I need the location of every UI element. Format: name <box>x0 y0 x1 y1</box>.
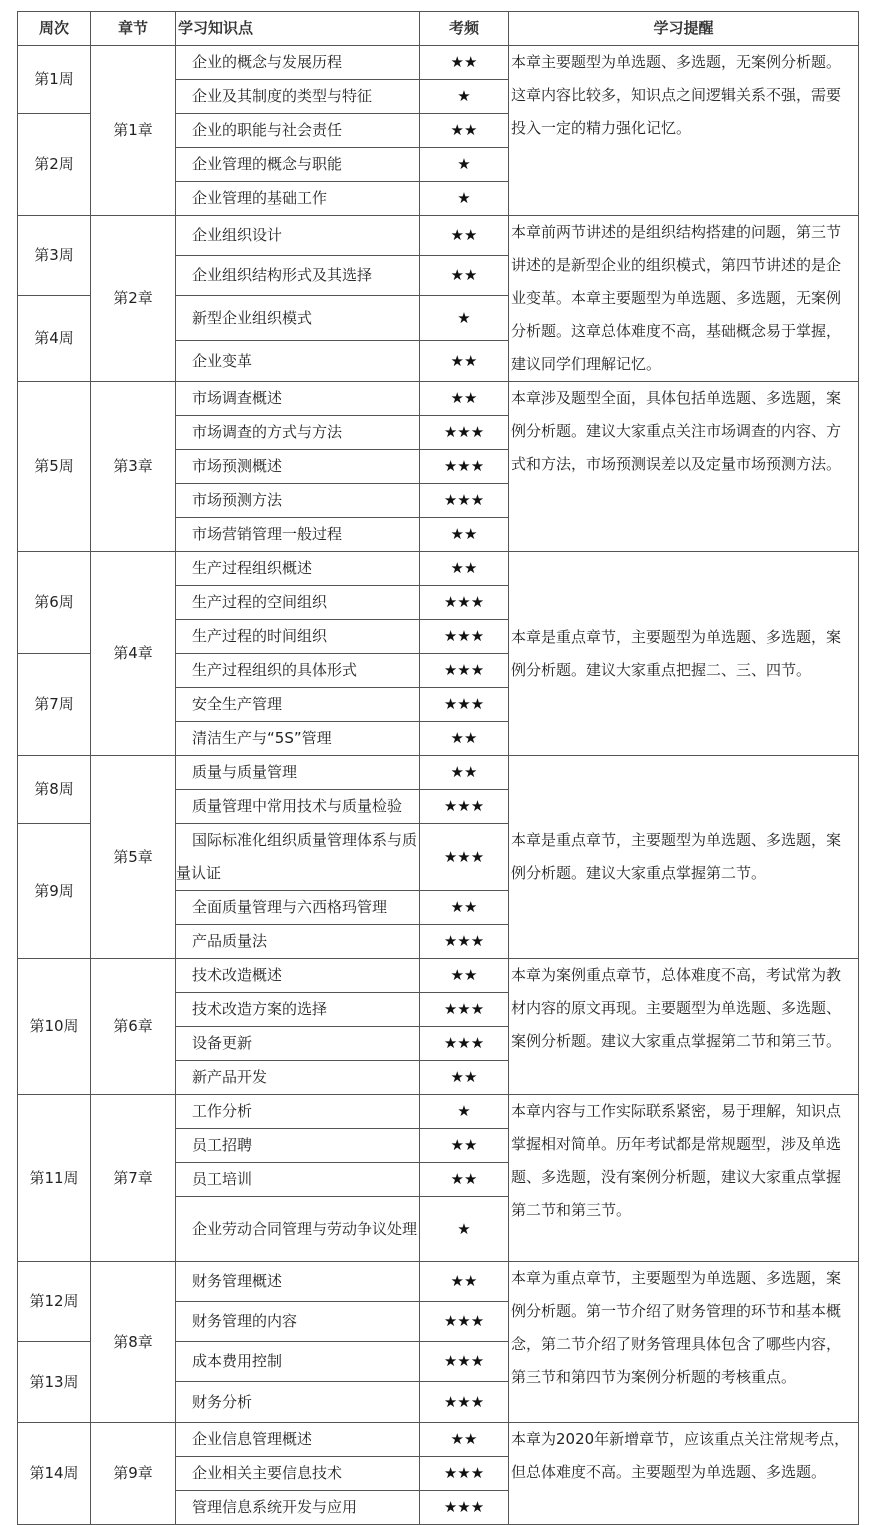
chapter-cell: 第3章 <box>91 382 176 552</box>
chapter-cell: 第8章 <box>91 1262 176 1423</box>
topic-cell: 安全生产管理 <box>176 688 420 722</box>
topic-cell: 企业劳动合同管理与劳动争议处理 <box>176 1197 420 1262</box>
frequency-stars: ★★ <box>420 256 509 296</box>
frequency-stars: ★★★ <box>420 824 509 891</box>
frequency-stars: ★★★ <box>420 1457 509 1491</box>
table-row <box>18 1423 859 1457</box>
topic-cell: 企业组织设计 <box>176 216 420 256</box>
week-cell: 第9周 <box>18 824 91 959</box>
frequency-stars: ★★★ <box>420 450 509 484</box>
frequency-stars: ★★★ <box>420 688 509 722</box>
tip-cell: 本章内容与工作实际联系紧密，易于理解，知识点掌握相对简单。历年考试都是常规题型，涉及单选题、多选题，没有案例分析题，建议大家重点掌握第二节和第三节。 <box>509 1095 859 1262</box>
chapter-cell: 第9章 <box>91 1423 176 1525</box>
frequency-stars: ★★★ <box>420 1027 509 1061</box>
topic-cell: 管理信息系统开发与应用 <box>176 1491 420 1525</box>
topic-cell: 产品质量法 <box>176 925 420 959</box>
topic-cell: 企业变革 <box>176 341 420 382</box>
week-cell: 第8周 <box>18 756 91 824</box>
table-row <box>18 382 859 416</box>
frequency-stars: ★★★ <box>420 993 509 1027</box>
chapter-cell: 第1章 <box>91 46 176 216</box>
chapter-cell: 第6章 <box>91 959 176 1095</box>
table-row <box>18 46 859 80</box>
frequency-stars: ★★ <box>420 959 509 993</box>
header-tip: 学习提醒 <box>509 12 859 46</box>
frequency-stars: ★ <box>420 1197 509 1262</box>
frequency-stars: ★★★ <box>420 1302 509 1342</box>
table-row <box>18 1262 859 1302</box>
frequency-stars: ★★★ <box>420 586 509 620</box>
frequency-stars: ★ <box>420 80 509 114</box>
table-row <box>18 1095 859 1129</box>
frequency-stars: ★★★ <box>420 1342 509 1382</box>
frequency-stars: ★★ <box>420 216 509 256</box>
header-week: 周次 <box>18 12 91 46</box>
topic-cell: 全面质量管理与六西格玛管理 <box>176 891 420 925</box>
frequency-stars: ★★ <box>420 756 509 790</box>
header-chapter: 章节 <box>91 12 176 46</box>
frequency-stars: ★★ <box>420 891 509 925</box>
frequency-stars: ★ <box>420 148 509 182</box>
header-frequency: 考频 <box>420 12 509 46</box>
frequency-stars: ★★★ <box>420 790 509 824</box>
frequency-stars: ★★ <box>420 46 509 80</box>
week-cell: 第3周 <box>18 216 91 296</box>
topic-cell: 设备更新 <box>176 1027 420 1061</box>
topic-cell: 员工招聘 <box>176 1129 420 1163</box>
table-row <box>18 756 859 790</box>
frequency-stars: ★ <box>420 296 509 341</box>
topic-cell: 市场营销管理一般过程 <box>176 518 420 552</box>
week-cell: 第4周 <box>18 296 91 382</box>
table-row <box>18 959 859 993</box>
header-row <box>18 12 859 46</box>
topic-cell: 技术改造概述 <box>176 959 420 993</box>
topic-cell: 市场预测概述 <box>176 450 420 484</box>
week-cell: 第12周 <box>18 1262 91 1342</box>
frequency-stars: ★★ <box>420 1061 509 1095</box>
frequency-stars: ★ <box>420 182 509 216</box>
topic-cell: 技术改造方案的选择 <box>176 993 420 1027</box>
tip-cell: 本章前两节讲述的是组织结构搭建的问题，第三节讲述的是新型企业的组织模式，第四节讲述的是企业变革。本章主要题型为单选题、多选题，无案例分析题。这章总体难度不高，基础概念易于掌握，建议同学们理解记忆。 <box>509 216 859 382</box>
tip-cell: 本章为案例重点章节，总体难度不高，考试常为教材内容的原文再现。主要题型为单选题、多选题、案例分析题。建议大家重点掌握第二节和第三节。 <box>509 959 859 1095</box>
topic-cell: 企业的职能与社会责任 <box>176 114 420 148</box>
topic-cell: 工作分析 <box>176 1095 420 1129</box>
frequency-stars: ★★★ <box>420 1491 509 1525</box>
tip-cell: 本章涉及题型全面，具体包括单选题、多选题，案例分析题。建议大家重点关注市场调查的内容、方式和方法，市场预测误差以及定量市场预测方法。 <box>509 382 859 552</box>
chapter-cell: 第5章 <box>91 756 176 959</box>
topic-cell: 质量管理中常用技术与质量检验 <box>176 790 420 824</box>
chapter-cell: 第4章 <box>91 552 176 756</box>
topic-cell: 企业的概念与发展历程 <box>176 46 420 80</box>
tip-cell: 本章主要题型为单选题、多选题，无案例分析题。这章内容比较多，知识点之间逻辑关系不强，需要投入一定的精力强化记忆。 <box>509 46 859 216</box>
frequency-stars: ★★ <box>420 1262 509 1302</box>
topic-cell: 新型企业组织模式 <box>176 296 420 341</box>
chapter-cell: 第7章 <box>91 1095 176 1262</box>
frequency-stars: ★★ <box>420 1129 509 1163</box>
frequency-stars: ★★ <box>420 722 509 756</box>
frequency-stars: ★★★ <box>420 620 509 654</box>
topic-cell: 员工培训 <box>176 1163 420 1197</box>
topic-cell: 企业信息管理概述 <box>176 1423 420 1457</box>
topic-cell: 市场调查的方式与方法 <box>176 416 420 450</box>
topic-cell: 市场预测方法 <box>176 484 420 518</box>
frequency-stars: ★★ <box>420 518 509 552</box>
week-cell: 第6周 <box>18 552 91 654</box>
topic-cell: 企业管理的基础工作 <box>176 182 420 216</box>
topic-cell: 生产过程的时间组织 <box>176 620 420 654</box>
topic-cell: 生产过程组织概述 <box>176 552 420 586</box>
topic-cell: 财务分析 <box>176 1382 420 1423</box>
topic-cell: 企业及其制度的类型与特征 <box>176 80 420 114</box>
study-plan-table <box>17 11 859 1525</box>
topic-cell: 新产品开发 <box>176 1061 420 1095</box>
frequency-stars: ★★ <box>420 341 509 382</box>
topic-cell: 企业相关主要信息技术 <box>176 1457 420 1491</box>
frequency-stars: ★★ <box>420 382 509 416</box>
frequency-stars: ★★ <box>420 1163 509 1197</box>
frequency-stars: ★★★ <box>420 654 509 688</box>
topic-cell: 生产过程的空间组织 <box>176 586 420 620</box>
topic-cell: 国际标准化组织质量管理体系与质量认证 <box>176 824 420 891</box>
topic-cell: 质量与质量管理 <box>176 756 420 790</box>
frequency-stars: ★★★ <box>420 925 509 959</box>
topic-cell: 财务管理概述 <box>176 1262 420 1302</box>
tip-cell: 本章为2020年新增章节，应该重点关注常规考点，但总体难度不高。主要题型为单选题、多选题。 <box>509 1423 859 1525</box>
topic-cell: 成本费用控制 <box>176 1342 420 1382</box>
table-row <box>18 216 859 256</box>
table-row <box>18 552 859 586</box>
week-cell: 第11周 <box>18 1095 91 1262</box>
topic-cell: 企业管理的概念与职能 <box>176 148 420 182</box>
frequency-stars: ★★ <box>420 1423 509 1457</box>
topic-cell: 财务管理的内容 <box>176 1302 420 1342</box>
frequency-stars: ★★★ <box>420 1382 509 1423</box>
topic-cell: 清洁生产与“5S”管理 <box>176 722 420 756</box>
tip-cell: 本章是重点章节，主要题型为单选题、多选题，案例分析题。建议大家重点把握二、三、四节。 <box>509 552 859 756</box>
week-cell: 第10周 <box>18 959 91 1095</box>
chapter-cell: 第2章 <box>91 216 176 382</box>
week-cell: 第1周 <box>18 46 91 114</box>
frequency-stars: ★★★ <box>420 416 509 450</box>
week-cell: 第7周 <box>18 654 91 756</box>
topic-cell: 生产过程组织的具体形式 <box>176 654 420 688</box>
frequency-stars: ★ <box>420 1095 509 1129</box>
topic-cell: 企业组织结构形式及其选择 <box>176 256 420 296</box>
week-cell: 第5周 <box>18 382 91 552</box>
header-topic: 学习知识点 <box>176 12 420 46</box>
week-cell: 第2周 <box>18 114 91 216</box>
week-cell: 第14周 <box>18 1423 91 1525</box>
frequency-stars: ★★★ <box>420 484 509 518</box>
frequency-stars: ★★ <box>420 114 509 148</box>
frequency-stars: ★★ <box>420 552 509 586</box>
tip-cell: 本章是重点章节，主要题型为单选题、多选题，案例分析题。建议大家重点掌握第二节。 <box>509 756 859 959</box>
tip-cell: 本章为重点章节，主要题型为单选题、多选题，案例分析题。第一节介绍了财务管理的环节和基本概念，第二节介绍了财务管理具体包含了哪些内容，第三节和第四节为案例分析题的考核重点。 <box>509 1262 859 1423</box>
topic-cell: 市场调查概述 <box>176 382 420 416</box>
week-cell: 第13周 <box>18 1342 91 1423</box>
